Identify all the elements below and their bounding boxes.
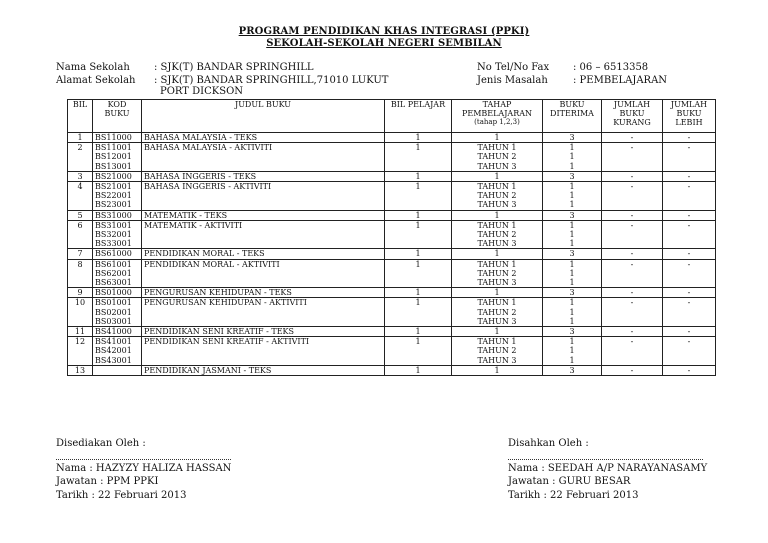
row-judul-buku xyxy=(142,249,385,259)
row-buku-diterima xyxy=(543,298,602,327)
row-bil xyxy=(68,337,93,366)
row-tahap-line: TAHUN 1 xyxy=(477,337,517,347)
row-kod-buku-line: BS43001 xyxy=(95,355,132,365)
row-bil-pelajar xyxy=(385,259,452,288)
row-jumlah-kurang-line: - xyxy=(630,259,634,269)
row-buku-diterima-line: 1 xyxy=(569,307,575,317)
row-kod-buku-line: BS01001 xyxy=(95,298,132,308)
row-kod-buku xyxy=(93,298,142,327)
row-tahap-line: TAHUN 1 xyxy=(477,298,517,308)
row-jumlah-kurang xyxy=(602,288,663,298)
row-buku-diterima xyxy=(543,133,602,143)
row-bil-line: 9 xyxy=(77,288,83,298)
row-jumlah-kurang-line: - xyxy=(630,210,634,220)
row-kod-buku xyxy=(93,249,142,259)
row-bil-pelajar xyxy=(385,327,452,337)
row-tahap xyxy=(452,182,543,211)
row-bil-pelajar-line: 1 xyxy=(415,210,421,220)
header-bil-pelajar: BIL PELAJAR xyxy=(385,100,452,133)
row-jumlah-lebih xyxy=(663,288,716,298)
header-jumlah-kurang: JUMLAH BUKU KURANG xyxy=(602,100,663,133)
row-bil xyxy=(68,298,93,327)
row-kod-buku-line: BS42001 xyxy=(95,346,132,356)
row-buku-diterima-line: 1 xyxy=(569,355,575,365)
row-kod-buku-line: BS32001 xyxy=(95,230,132,240)
row-judul-buku-line: PENDIDIKAN SENI KREATIF - TEKS xyxy=(144,327,295,337)
row-judul-buku-line: BAHASA INGGERIS - AKTIVITI xyxy=(144,182,272,192)
row-kod-buku-line: BS01000 xyxy=(95,288,132,298)
row-kod-buku xyxy=(93,259,142,288)
row-bil xyxy=(68,143,93,172)
row-bil-line: 4 xyxy=(77,182,83,192)
row-kod-buku-line: BS61001 xyxy=(95,259,132,269)
row-judul-buku xyxy=(142,220,385,249)
row-jumlah-lebih xyxy=(663,182,716,211)
row-buku-diterima-line: 1 xyxy=(569,239,575,249)
row-bil-pelajar xyxy=(385,171,452,181)
table-row xyxy=(68,220,716,249)
row-jumlah-kurang-line: - xyxy=(630,133,634,142)
row-jumlah-kurang xyxy=(602,298,663,327)
row-kod-buku xyxy=(93,210,142,220)
row-jumlah-kurang-line: - xyxy=(630,365,634,375)
row-jumlah-kurang-line: - xyxy=(630,220,634,230)
row-judul-buku xyxy=(142,365,385,375)
row-tahap-line: TAHUN 2 xyxy=(477,152,517,162)
row-buku-diterima xyxy=(543,259,602,288)
row-judul-buku-line: MATEMATIK - AKTIVITI xyxy=(144,220,243,230)
row-tahap-line: 1 xyxy=(494,133,500,142)
row-bil-pelajar-line: 1 xyxy=(415,182,421,192)
row-buku-diterima-line: 3 xyxy=(569,133,575,142)
row-buku-diterima-line: 3 xyxy=(569,249,575,259)
row-bil xyxy=(68,133,93,143)
row-buku-diterima-line: 1 xyxy=(569,200,575,210)
row-kod-buku-line: BS13001 xyxy=(95,161,132,171)
row-bil xyxy=(68,365,93,375)
row-tahap-line: TAHUN 1 xyxy=(477,182,517,192)
row-tahap-line: TAHUN 2 xyxy=(477,191,517,201)
row-buku-diterima xyxy=(543,249,602,259)
row-bil-line: 6 xyxy=(77,220,83,230)
row-jumlah-kurang xyxy=(602,210,663,220)
row-judul-buku-line: PENDIDIKAN MORAL - AKTIVITI xyxy=(144,259,280,269)
row-tahap xyxy=(452,327,543,337)
row-bil-line: 13 xyxy=(74,365,86,375)
row-kod-buku-line: BS21001 xyxy=(95,182,132,192)
row-kod-buku xyxy=(93,288,142,298)
row-buku-diterima-line: 1 xyxy=(569,316,575,326)
row-kod-buku-line: BS31000 xyxy=(95,210,132,220)
row-buku-diterima xyxy=(543,220,602,249)
tel-label: No Tel/No Fax xyxy=(477,62,550,73)
row-buku-diterima xyxy=(543,143,602,172)
row-jumlah-kurang xyxy=(602,337,663,366)
row-jumlah-kurang-line: - xyxy=(630,298,634,308)
row-kod-buku-line: BS03001 xyxy=(95,316,132,326)
alamat-value-2: PORT DICKSON xyxy=(160,86,244,97)
row-kod-buku-line: BS41000 xyxy=(95,327,132,337)
row-judul-buku xyxy=(142,259,385,288)
row-buku-diterima-line: 1 xyxy=(569,259,575,269)
table-row xyxy=(68,327,716,337)
row-kod-buku xyxy=(93,133,142,143)
row-judul-buku-line: PENGURUSAN KEHIDUPAN - TEKS xyxy=(144,288,292,298)
row-tahap xyxy=(452,220,543,249)
row-bil-pelajar-line: 1 xyxy=(415,365,421,375)
document-subtitle: SEKOLAH-SEKOLAH NEGERI SEMBILAN xyxy=(266,38,502,49)
row-tahap xyxy=(452,337,543,366)
row-bil-pelajar-line: 1 xyxy=(415,327,421,337)
row-judul-buku-line: BAHASA MALAYSIA - TEKS xyxy=(144,133,258,142)
alamat-value-1: : SJK(T) BANDAR SPRINGHILL,71010 LUKUT xyxy=(154,75,389,86)
row-tahap xyxy=(452,133,543,143)
row-kod-buku-line: BS21000 xyxy=(95,171,132,181)
row-judul-buku xyxy=(142,182,385,211)
row-judul-buku-line: BAHASA MALAYSIA - AKTIVITI xyxy=(144,143,273,153)
row-tahap-line: 1 xyxy=(494,288,500,298)
signature-line-left xyxy=(56,459,231,460)
row-jumlah-lebih-line: - xyxy=(687,337,691,347)
table-header-row xyxy=(68,100,716,133)
row-buku-diterima-line: 3 xyxy=(569,365,575,375)
header-judul-buku: JUDUL BUKU xyxy=(142,100,385,133)
row-judul-buku xyxy=(142,210,385,220)
row-kod-buku xyxy=(93,220,142,249)
row-tahap-line: 1 xyxy=(494,249,500,259)
row-bil-pelajar xyxy=(385,133,452,143)
row-bil-pelajar-line: 1 xyxy=(415,133,421,142)
row-kod-buku xyxy=(93,171,142,181)
row-jumlah-kurang xyxy=(602,182,663,211)
row-buku-diterima xyxy=(543,365,602,375)
row-bil-pelajar-line: 1 xyxy=(415,249,421,259)
row-bil-line: 8 xyxy=(77,259,83,269)
row-jumlah-lebih-line: - xyxy=(687,133,691,142)
row-jumlah-lebih-line: - xyxy=(687,327,691,337)
header-tahap xyxy=(452,100,543,133)
row-jumlah-lebih xyxy=(663,143,716,172)
row-jumlah-lebih-line: - xyxy=(687,220,691,230)
row-judul-buku xyxy=(142,133,385,143)
header-jumlah-lebih: JUMLAH BUKU LEBIH xyxy=(663,100,716,133)
row-buku-diterima xyxy=(543,288,602,298)
tel-value: : 06 – 6513358 xyxy=(573,62,649,73)
row-buku-diterima-line: 1 xyxy=(569,191,575,201)
row-bil-pelajar xyxy=(385,288,452,298)
row-jumlah-kurang-line: - xyxy=(630,327,634,337)
row-jumlah-lebih-line: - xyxy=(687,182,691,192)
row-bil xyxy=(68,327,93,337)
row-tahap-line: 1 xyxy=(494,210,500,220)
row-buku-diterima-line: 3 xyxy=(569,327,575,337)
row-judul-buku xyxy=(142,288,385,298)
row-jumlah-kurang xyxy=(602,171,663,181)
row-tahap xyxy=(452,298,543,327)
row-tahap xyxy=(452,288,543,298)
row-jumlah-lebih xyxy=(663,337,716,366)
row-kod-buku xyxy=(93,365,142,375)
row-jumlah-lebih xyxy=(663,327,716,337)
row-kod-buku xyxy=(93,337,142,366)
row-kod-buku-line: BS61000 xyxy=(95,249,132,259)
table-row xyxy=(68,133,716,143)
row-tahap xyxy=(452,210,543,220)
row-jumlah-kurang xyxy=(602,259,663,288)
row-tahap-line: TAHUN 2 xyxy=(477,307,517,317)
row-jumlah-lebih-line: - xyxy=(687,298,691,308)
row-jumlah-lebih xyxy=(663,133,716,143)
row-bil xyxy=(68,220,93,249)
book-table xyxy=(67,99,716,376)
row-judul-buku xyxy=(142,327,385,337)
table-row xyxy=(68,288,716,298)
row-bil-pelajar-line: 1 xyxy=(415,143,421,153)
row-bil xyxy=(68,182,93,211)
row-tahap-line: 1 xyxy=(494,171,500,181)
row-buku-diterima xyxy=(543,337,602,366)
row-tahap xyxy=(452,171,543,181)
row-buku-diterima-line: 1 xyxy=(569,337,575,347)
row-buku-diterima-line: 1 xyxy=(569,161,575,171)
row-bil xyxy=(68,259,93,288)
table-row xyxy=(68,298,716,327)
table-row xyxy=(68,259,716,288)
row-jumlah-lebih xyxy=(663,220,716,249)
row-bil xyxy=(68,249,93,259)
row-bil-line: 3 xyxy=(77,171,83,181)
row-jumlah-kurang xyxy=(602,133,663,143)
row-kod-buku-line: BS12001 xyxy=(95,152,132,162)
row-bil-line: 7 xyxy=(77,249,83,259)
row-bil xyxy=(68,288,93,298)
row-buku-diterima-line: 1 xyxy=(569,143,575,153)
row-tahap xyxy=(452,249,543,259)
table-row xyxy=(68,182,716,211)
row-bil-pelajar xyxy=(385,210,452,220)
row-jumlah-kurang xyxy=(602,249,663,259)
row-jumlah-kurang-line: - xyxy=(630,143,634,153)
row-kod-buku-line: BS31001 xyxy=(95,220,132,230)
row-jumlah-kurang xyxy=(602,365,663,375)
alamat-label: Alamat Sekolah xyxy=(56,75,136,86)
row-jumlah-kurang xyxy=(602,327,663,337)
row-buku-diterima-line: 3 xyxy=(569,171,575,181)
row-jumlah-kurang-line: - xyxy=(630,171,634,181)
left-jawatan: Jawatan : PPM PPKI xyxy=(56,476,159,487)
row-buku-diterima xyxy=(543,182,602,211)
row-jumlah-lebih-line: - xyxy=(687,210,691,220)
row-jumlah-lebih xyxy=(663,171,716,181)
row-tahap-line: TAHUN 3 xyxy=(477,278,517,288)
row-bil-pelajar xyxy=(385,220,452,249)
signature-line-right xyxy=(508,459,703,460)
row-bil-pelajar-line: 1 xyxy=(415,288,421,298)
row-buku-diterima xyxy=(543,210,602,220)
row-jumlah-lebih-line: - xyxy=(687,171,691,181)
row-bil-line: 2 xyxy=(77,143,83,153)
row-kod-buku-line: BS02001 xyxy=(95,307,132,317)
row-judul-buku xyxy=(142,171,385,181)
right-nama: Nama : SEEDAH A/P NARAYANASAMY xyxy=(508,463,708,474)
row-judul-buku-line: MATEMATIK - TEKS xyxy=(144,210,228,220)
row-bil-line: 12 xyxy=(74,337,86,347)
row-bil-line: 5 xyxy=(77,210,83,220)
right-jawatan: Jawatan : GURU BESAR xyxy=(508,476,631,487)
row-tahap-line: TAHUN 2 xyxy=(477,346,517,356)
row-kod-buku-line: BS11001 xyxy=(95,143,132,153)
row-jumlah-lebih xyxy=(663,298,716,327)
row-jumlah-lebih-line: - xyxy=(687,259,691,269)
row-jumlah-kurang-line: - xyxy=(630,249,634,259)
row-buku-diterima-line: 1 xyxy=(569,152,575,162)
row-bil-pelajar-line: 1 xyxy=(415,337,421,347)
header-buku-diterima: BUKU DITERIMA xyxy=(543,100,602,133)
row-bil-line: 10 xyxy=(74,298,86,308)
row-buku-diterima-line: 1 xyxy=(569,230,575,240)
row-tahap xyxy=(452,259,543,288)
row-bil-line: 1 xyxy=(77,133,83,142)
row-judul-buku xyxy=(142,337,385,366)
nama-sekolah-value: : SJK(T) BANDAR SPRINGHILL xyxy=(154,62,314,73)
row-judul-buku-line: PENDIDIKAN SENI KREATIF - AKTIVITI xyxy=(144,337,310,347)
row-jumlah-lebih xyxy=(663,210,716,220)
row-buku-diterima-line: 3 xyxy=(569,288,575,298)
row-bil-pelajar xyxy=(385,182,452,211)
row-tahap-line: TAHUN 3 xyxy=(477,239,517,249)
row-judul-buku-line: PENDIDIKAN MORAL - TEKS xyxy=(144,249,265,259)
row-buku-diterima-line: 1 xyxy=(569,278,575,288)
row-buku-diterima-line: 1 xyxy=(569,298,575,308)
row-buku-diterima xyxy=(543,171,602,181)
row-jumlah-lebih xyxy=(663,259,716,288)
row-bil-line: 11 xyxy=(74,327,86,337)
table-body xyxy=(68,133,716,376)
row-jumlah-kurang xyxy=(602,220,663,249)
table-row xyxy=(68,365,716,375)
table-row xyxy=(68,337,716,366)
row-judul-buku xyxy=(142,298,385,327)
nama-sekolah-label: Nama Sekolah xyxy=(56,62,130,73)
jenis-masalah-value: : PEMBELAJARAN xyxy=(573,75,668,86)
row-tahap xyxy=(452,365,543,375)
row-judul-buku xyxy=(142,143,385,172)
header-kod-buku: KOD BUKU xyxy=(93,100,142,133)
row-kod-buku-line: BS22001 xyxy=(95,191,132,201)
jenis-masalah-label: Jenis Masalah xyxy=(477,75,548,86)
row-jumlah-kurang-line: - xyxy=(630,182,634,192)
row-judul-buku-line: BAHASA INGGERIS - TEKS xyxy=(144,171,257,181)
row-jumlah-lebih-line: - xyxy=(687,143,691,153)
row-tahap-line: TAHUN 3 xyxy=(477,355,517,365)
row-tahap-line: TAHUN 3 xyxy=(477,316,517,326)
row-tahap-line: 1 xyxy=(494,327,500,337)
row-kod-buku xyxy=(93,143,142,172)
row-jumlah-kurang-line: - xyxy=(630,288,634,298)
row-tahap xyxy=(452,143,543,172)
row-jumlah-lebih xyxy=(663,249,716,259)
row-kod-buku-line: BS41001 xyxy=(95,337,132,347)
header-tahap-sub: (tahap 1,2,3) xyxy=(474,118,520,127)
row-bil-pelajar-line: 1 xyxy=(415,171,421,181)
row-kod-buku xyxy=(93,327,142,337)
row-kod-buku-line: BS63001 xyxy=(95,278,132,288)
row-tahap-line: TAHUN 1 xyxy=(477,220,517,230)
row-kod-buku-line: BS23001 xyxy=(95,200,132,210)
table-row xyxy=(68,143,716,172)
row-tahap-line: TAHUN 2 xyxy=(477,268,517,278)
header-tahap-label: TAHAP PEMBELAJARAN xyxy=(461,100,532,119)
row-kod-buku xyxy=(93,182,142,211)
table-row xyxy=(68,171,716,181)
row-kod-buku-line: BS62001 xyxy=(95,268,132,278)
row-bil-pelajar xyxy=(385,337,452,366)
row-bil-pelajar xyxy=(385,365,452,375)
row-bil-pelajar xyxy=(385,249,452,259)
left-tarikh: Tarikh : 22 Februari 2013 xyxy=(56,490,187,501)
row-jumlah-lebih xyxy=(663,365,716,375)
row-buku-diterima-line: 1 xyxy=(569,220,575,230)
row-judul-buku-line: PENDIDIKAN JASMANI - TEKS xyxy=(144,365,272,375)
row-buku-diterima-line: 1 xyxy=(569,268,575,278)
row-buku-diterima-line: 3 xyxy=(569,210,575,220)
row-tahap-line: TAHUN 3 xyxy=(477,200,517,210)
row-tahap-line: TAHUN 2 xyxy=(477,230,517,240)
row-tahap-line: TAHUN 1 xyxy=(477,259,517,269)
row-bil-pelajar-line: 1 xyxy=(415,220,421,230)
row-buku-diterima xyxy=(543,327,602,337)
row-jumlah-lebih-line: - xyxy=(687,288,691,298)
row-tahap-line: TAHUN 1 xyxy=(477,143,517,153)
row-bil-pelajar xyxy=(385,298,452,327)
row-kod-buku-line: BS33001 xyxy=(95,239,132,249)
row-judul-buku-line: PENGURUSAN KEHIDUPAN - AKTIVITI xyxy=(144,298,307,308)
row-kod-buku-line: BS11000 xyxy=(95,133,132,142)
row-tahap-line: 1 xyxy=(494,365,500,375)
row-bil xyxy=(68,210,93,220)
row-buku-diterima-line: 1 xyxy=(569,346,575,356)
row-jumlah-lebih-line: - xyxy=(687,365,691,375)
disediakan-label: Disediakan Oleh : xyxy=(56,438,146,449)
right-tarikh: Tarikh : 22 Februari 2013 xyxy=(508,490,639,501)
row-jumlah-kurang xyxy=(602,143,663,172)
left-nama: Nama : HAZYZY HALIZA HASSAN xyxy=(56,463,232,474)
row-buku-diterima-line: 1 xyxy=(569,182,575,192)
table-row xyxy=(68,249,716,259)
row-jumlah-kurang-line: - xyxy=(630,337,634,347)
table-row xyxy=(68,210,716,220)
row-tahap-line: TAHUN 3 xyxy=(477,161,517,171)
row-jumlah-lebih-line: - xyxy=(687,249,691,259)
row-bil xyxy=(68,171,93,181)
header-bil: BIL xyxy=(68,100,93,133)
row-bil-pelajar xyxy=(385,143,452,172)
row-bil-pelajar-line: 1 xyxy=(415,259,421,269)
document-title: PROGRAM PENDIDIKAN KHAS INTEGRASI (PPKI) xyxy=(238,26,530,37)
disahkan-label: Disahkan Oleh : xyxy=(508,438,589,449)
row-bil-pelajar-line: 1 xyxy=(415,298,421,308)
